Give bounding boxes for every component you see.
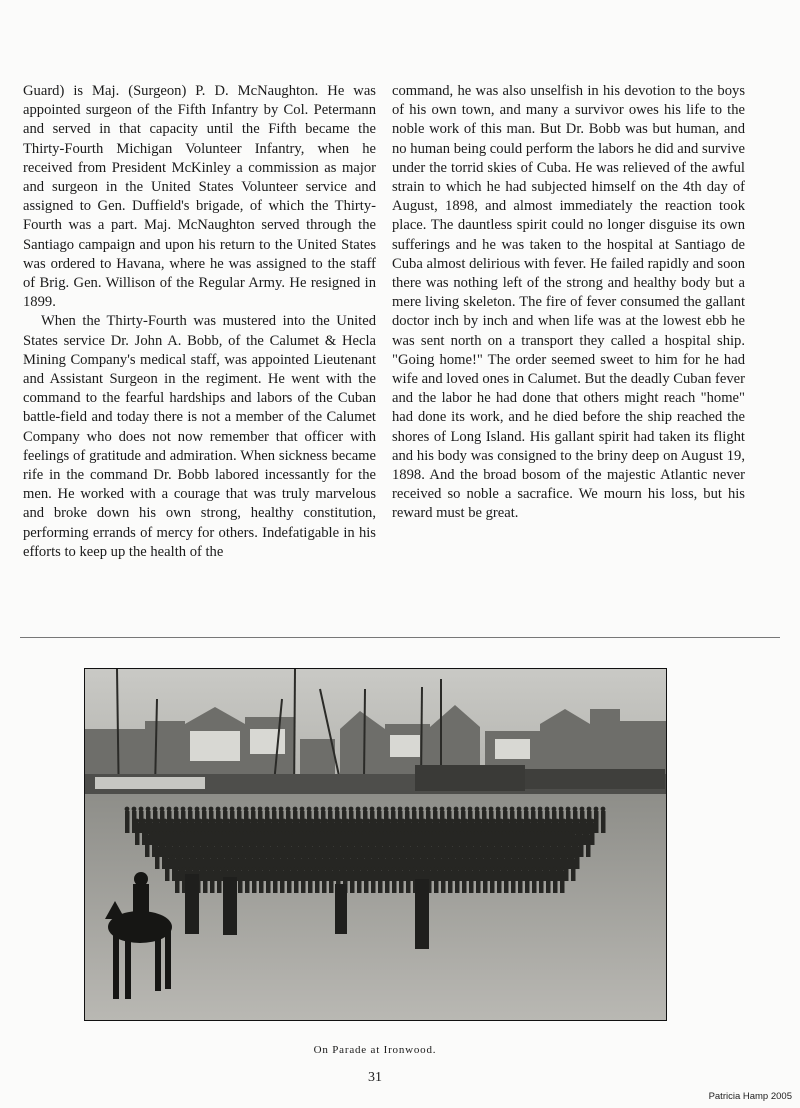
right-paragraph-1: command, he was also unselfish in his devotion to the boys of his own town, and many a survivor owes his life to the noble work of this man. But Dr. Bobb was but human, and no human being could perform the labors he did and survive under the torrid skies of Cuba. He was relieved of the awful strain to which he had subjected himself on the 4th day of August, 1898, and almost immediately the reaction took place. The dauntless spirit could no longer disguise its own sufferings and he was taken to the hospital at Santiago de Cuba almost delirious with fever. He failed rapidly and soon there was nothing left of the strong and healthy body but a mere living skeleton. The fire of fever consumed the gallant doctor inch by inch and when life was at the lowest ebb he was sent north on a transport they called a hospital ship. "Going home!" The order seemed sweet to him for he had wife and loved ones in Calumet. But the deadly Cuban fever and the labor he had done that others might reach "home" had done its work, and he died before the ship reached the shores of Long Island. His gallant spirit had taken its flight and his body was consigned to the briny deep on August 19, 1898. And the broad bosom of the majestic Atlantic never received so noble a sacrafice. We mourn his loss, but his reward must be great. [392,83,745,522]
left-paragraph-1: Guard) is Maj. (Surgeon) P. D. McNaughton. He was appointed surgeon of the Fifth Infantry by Col. Petermann and served in that capacity until the Fifth became the Thirty-Fourth Michigan Volunteer Infantry, when he received from President McKinley a commission as major and surgeon in the United States Volunteer service and assigned to Gen. Duffield's brigade, of which the Thirty-Fourth was a part. Maj. McNaughton served through the Santiago campaign and upon his return to the United States was ordered to Havana, where he was assigned to the staff of Brig. Gen. Willison of the Regular Army. He resigned in 1899. [23,83,376,311]
section-divider [20,637,780,638]
image-credit: Patricia Hamp 2005 [708,1091,792,1102]
page-number: 31 [368,1070,382,1085]
parade-photo-illustration [85,669,666,1020]
article-right-column [392,82,745,524]
left-paragraph-2: When the Thirty-Fourth was mustered into the United States service Dr. John A. Bobb, of the Calumet & Hecla Mining Company's medical staff, was appointed Lieutenant and Assistant Surgeon in the regiment. He went with the command to the fearful hardships and labors of the Cuban battle-field and today there is not a member of the Calumet Company who does not now remember that officer with feelings of gratitude and admiration. When sickness became rife in the command Dr. Bobb labored incessantly for the men. He worked with a courage that was truly marvelous and broke down his own strong, healthy constitution, performing errands of mercy for others. Indefatigable in his efforts to keep up the health of the [23,313,376,560]
article-left-column [23,82,376,562]
photo-caption: On Parade at Ironwood. [313,1044,437,1056]
parade-photograph [84,668,667,1021]
